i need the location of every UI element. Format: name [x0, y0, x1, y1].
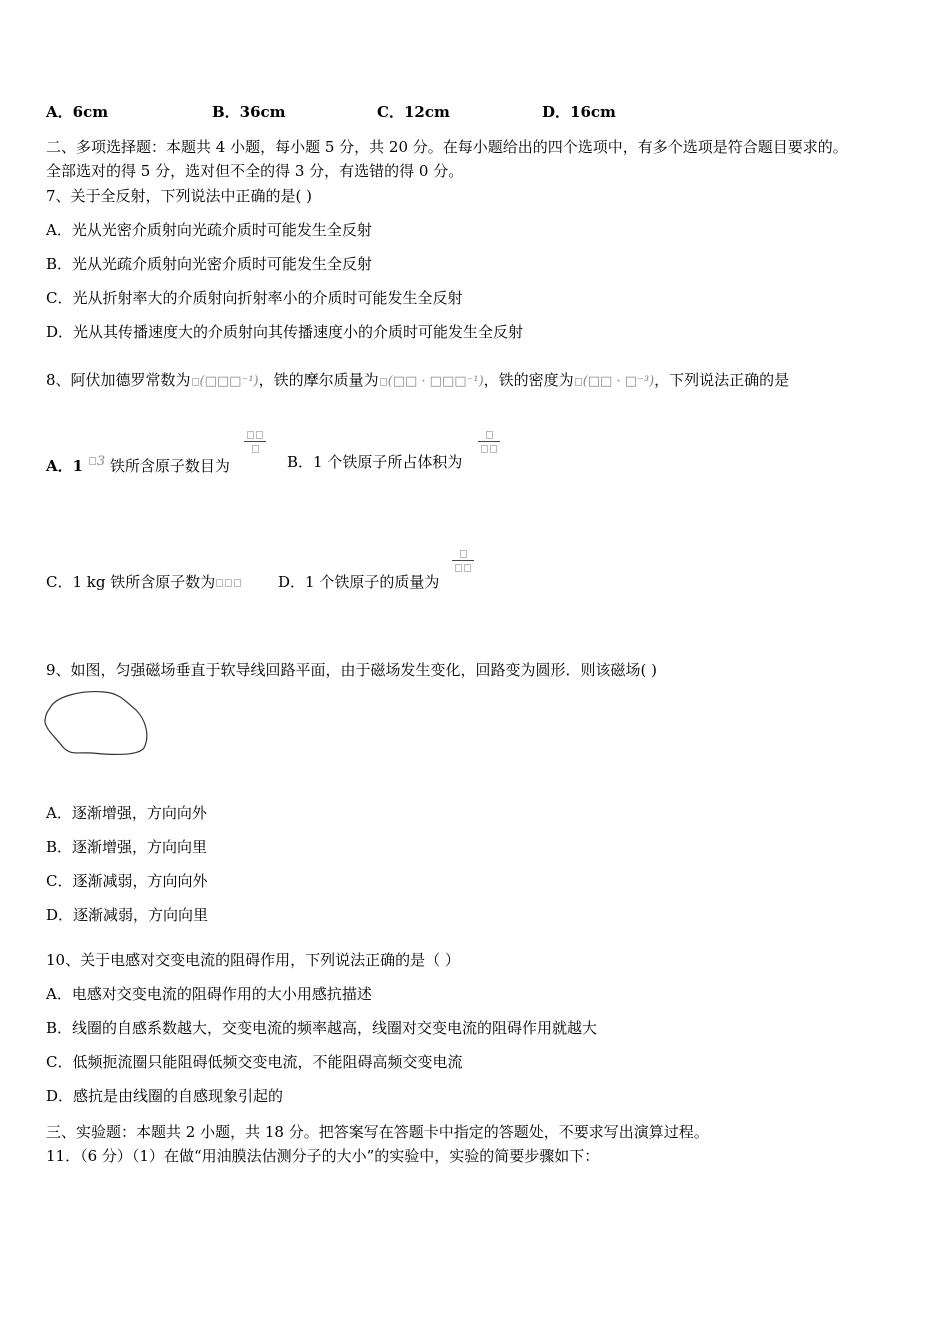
avogadro-formula: (□□□⁻¹)	[191, 374, 259, 389]
density-formula: (□□ · □⁻³)	[574, 374, 654, 389]
q8-option-b-fraction	[478, 428, 500, 455]
q6-option-b: B．36cm	[212, 103, 286, 121]
q8-stem	[46, 370, 789, 392]
q9-option-d: D．逐渐减弱，方向向里	[46, 906, 209, 924]
q8-option-d-fraction	[452, 547, 474, 574]
q6-option-c: C．12cm	[377, 103, 450, 121]
q8-option-c: C．1 kg 铁所含原子数为	[46, 572, 242, 592]
q10-option-a: A．电感对交变电流的阻碍作用的大小用感抗描述	[46, 985, 372, 1003]
q8-option-a: A．1 $^3$ 铁所含原子数目为	[46, 454, 230, 475]
q8-option-a-fraction	[244, 428, 266, 455]
q7-option-a: A．光从光密介质射向光疏介质时可能发生全反射	[46, 221, 372, 239]
molar-mass-formula: (□□ · □□□⁻¹)	[379, 374, 484, 389]
q8-stem-part4: ，下列说法正确的是	[654, 371, 790, 389]
q9-option-b: B．逐渐增强，方向向里	[46, 838, 208, 856]
q8-option-d: D．1 个铁原子的质量为	[278, 573, 440, 591]
q6-option-d: D．16cm	[542, 103, 616, 121]
q10-stem: 10、关于电感对交变电流的阻碍作用，下列说法正确的是（ ）	[46, 951, 460, 969]
q8-option-b: B．1 个铁原子所占体积为	[287, 453, 463, 471]
q7-option-d: D．光从其传播速度大的介质射向其传播速度小的介质时可能发生全反射	[46, 323, 524, 341]
q8-stem-part1: 8、阿伏加德罗常数为	[46, 371, 191, 389]
q10-option-d: D．感抗是由线圈的自感现象引起的	[46, 1087, 284, 1105]
q7-option-c: C．光从折射率大的介质射向折射率小的介质时可能发生全反射	[46, 289, 463, 307]
q7-stem: 7、关于全反射，下列说法中正确的是( )	[46, 187, 313, 205]
section2-heading: 二、多项选择题：本题共 4 小题，每小题 5 分，共 20 分。在每小题给出的四个选项中，有多个选项是符合题目要求的。	[46, 138, 848, 156]
section2-heading-cont: 全部选对的得 5 分，选对但不全的得 3 分，有选错的得 0 分。	[46, 162, 464, 180]
q6-option-a: A．6cm	[46, 103, 109, 121]
q10-option-b: B．线圈的自感系数越大，交变电流的频率越高，线圈对交变电流的阻碍作用就越大	[46, 1019, 598, 1037]
q8-stem-part3: ，铁的密度为	[483, 371, 574, 389]
wire-loop-figure	[42, 688, 152, 760]
q8-stem-part2: ，铁的摩尔质量为	[258, 371, 379, 389]
section3-heading: 三、实验题：本题共 2 小题，共 18 分。把答案写在答题卡中指定的答题处，不要求写出演算过程。	[46, 1123, 709, 1141]
q7-option-b: B．光从光疏介质射向光密介质时可能发生全反射	[46, 255, 373, 273]
q9-stem: 9、如图，匀强磁场垂直于软导线回路平面，由于磁场发生变化，回路变为圆形．则该磁场( )	[46, 661, 658, 679]
q11-stem: 11．（6 分）（1）在做“用油膜法估测分子的大小”的实验中，实验的简要步骤如下：	[46, 1147, 600, 1165]
q9-option-a: A．逐渐增强，方向向外	[46, 804, 207, 822]
q9-option-c: C．逐渐减弱，方向向外	[46, 872, 208, 890]
q10-option-c: C．低频扼流圈只能阻碍低频交变电流，不能阻碍高频交变电流	[46, 1053, 463, 1071]
